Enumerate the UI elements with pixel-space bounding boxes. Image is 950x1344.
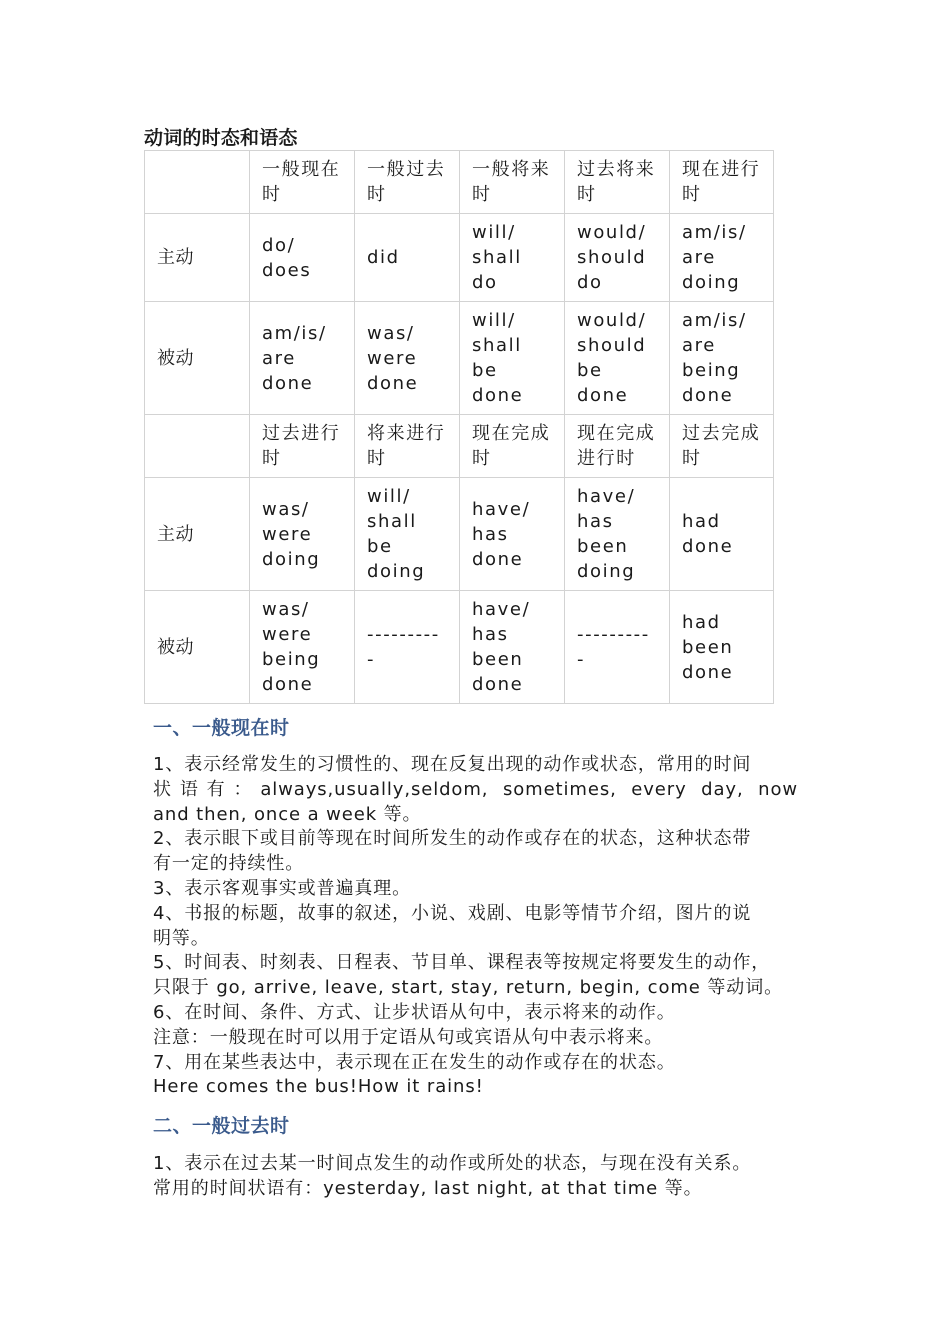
text-line: 7、用在某些表达中，表示现在正在发生的动作或存在的状态。 [153,1051,676,1073]
table-cell: am/is/ are done [250,302,355,415]
text-line: 4、书报的标题，故事的叙述，小说、戏剧、电影等情节介绍，图片的说 [153,902,752,924]
table-cell: have/ has done [460,478,565,591]
text-line: 只限于 go, arrive, leave, start, stay, return, begin, come 等动词。 [153,977,783,999]
tense-voice-table [144,150,774,704]
table-cell: had been done [670,591,774,704]
table-cell: would/ should be done [565,302,670,415]
table-row [145,214,774,302]
table-cell: 现在完成时 [460,415,565,478]
table-cell: will/ shall be doing [355,478,460,591]
table-cell: would/ should do [565,214,670,302]
table-cell: was/ were being done [250,591,355,704]
table-cell: had done [670,478,774,591]
table-cell: was/ were doing [250,478,355,591]
row-header-cell: 被动 [145,302,250,415]
table-cell: have/ has been doing [565,478,670,591]
text-line: 2、表示眼下或目前等现在时间所发生的动作或存在的状态，这种状态带 [153,828,752,850]
table-row [145,415,774,478]
section-heading-present-simple: 一、一般现在时 [153,717,290,739]
section-body-present-simple [153,753,798,1100]
table-cell: do/ does [250,214,355,302]
table-cell: 将来进行时 [355,415,460,478]
table-cell: 一般现在时 [250,151,355,214]
row-header-cell: 主动 [145,214,250,302]
table-cell: will/ shall do [460,214,565,302]
text-line: 注意：一般现在时可以用于定语从句或宾语从句中表示将来。 [153,1026,664,1048]
table-cell: 现在完成进行时 [565,415,670,478]
table-cell: did [355,214,460,302]
table-cell: ---------- [565,591,670,704]
text-line: 状语有：always,usually,seldom, sometimes, every day, now [153,778,798,800]
table-cell: 一般过去时 [355,151,460,214]
text-line: 常用的时间状语有：yesterday, last night, at that time 等。 [153,1177,703,1199]
row-header-cell: 被动 [145,591,250,704]
table-row [145,591,774,704]
section-heading-past-simple: 二、一般过去时 [153,1115,290,1137]
text-line: 1、表示在过去某一时间点发生的动作或所处的状态，与现在没有关系。 [153,1153,752,1174]
row-header-cell [145,415,250,478]
table-row [145,151,774,214]
section-body-past-simple [153,1152,798,1202]
table-cell: 现在进行时 [670,151,774,214]
text-line: Here comes the bus!How it rains! [153,1076,484,1098]
table-cell: 一般将来时 [460,151,565,214]
row-header-cell [145,151,250,214]
table-cell: ---------- [355,591,460,704]
document-title: 动词的时态和语态 [144,127,298,149]
table-cell: 过去将来时 [565,151,670,214]
table-row [145,478,774,591]
text-line: 3、表示客观事实或普遍真理。 [153,877,412,899]
text-line: and then, once a week 等。 [153,803,422,825]
table-cell: 过去进行时 [250,415,355,478]
text-line: 6、在时间、条件、方式、让步状语从句中，表示将来的动作。 [153,1001,676,1023]
row-header-cell: 主动 [145,478,250,591]
table-cell: have/ has been done [460,591,565,704]
table-cell: was/ were done [355,302,460,415]
table-cell: will/ shall be done [460,302,565,415]
table-cell: am/is/ are doing [670,214,774,302]
text-line: 5、时间表、时刻表、日程表、节目单、课程表等按规定将要发生的动作， [153,952,771,974]
text-line: 明等。 [153,927,210,949]
table-row [145,302,774,415]
text-line: 1、表示经常发生的习惯性的、现在反复出现的动作或状态，常用的时间 [153,754,752,775]
text-line: 有一定的持续性。 [153,853,305,875]
table-cell: am/is/ are being done [670,302,774,415]
table-cell: 过去完成时 [670,415,774,478]
